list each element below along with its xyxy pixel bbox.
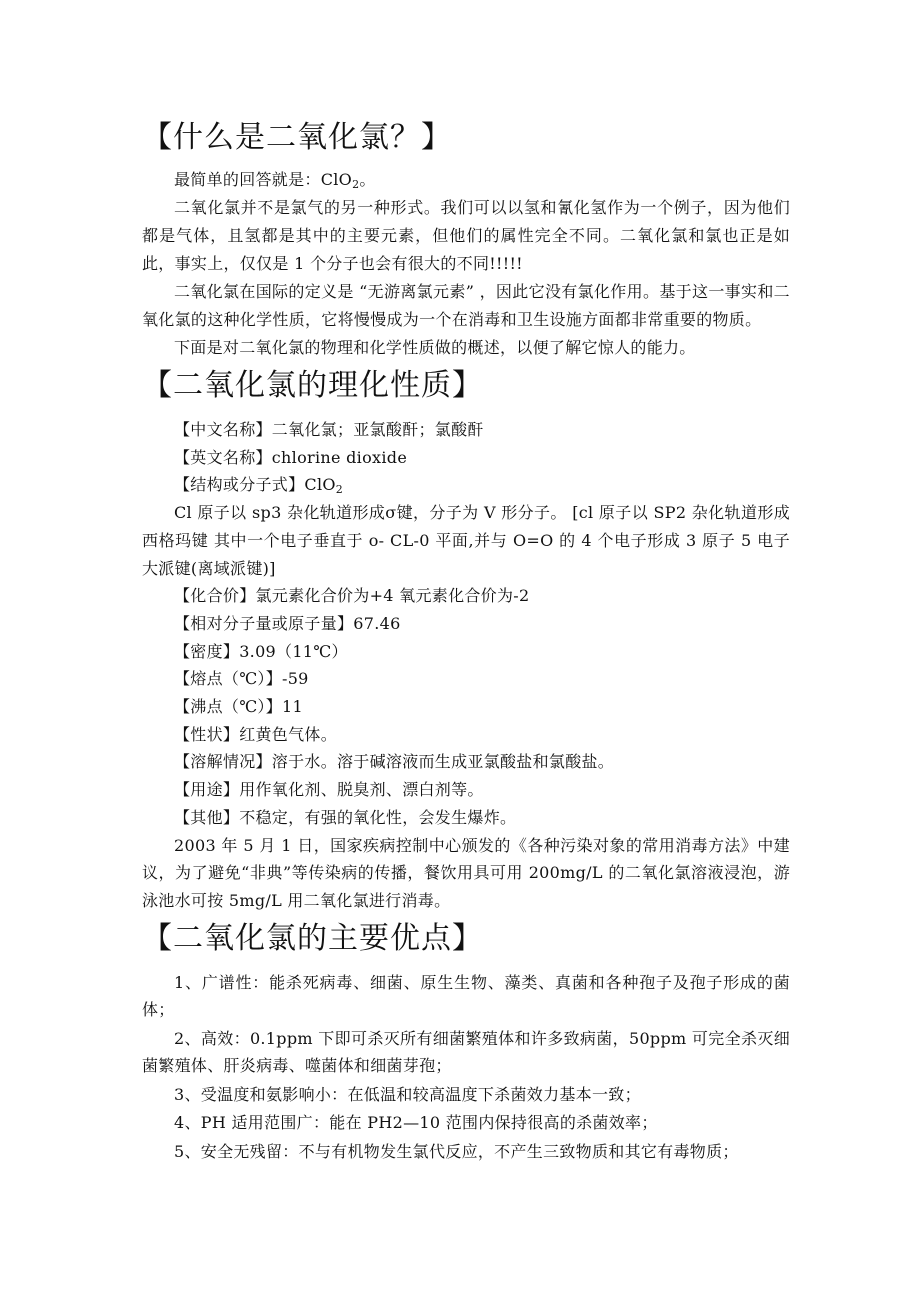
document-page: [142, 118, 790, 1166]
formula-label: 【结构或分子式】ClO: [174, 475, 336, 495]
chinese-name-row: 【中文名称】二氧化氯；亚氯酸酐；氯酸酐: [174, 420, 484, 439]
other-row: 【其他】不稳定，有强的氧化性，会发生爆炸。: [174, 807, 517, 827]
uses-row: 【用途】用作氧化剂、脱臭剂、漂白剂等。: [174, 780, 484, 800]
properties-section: [142, 416, 790, 915]
short-answer-text: 最简单的回答就是：ClO: [174, 170, 353, 189]
heading-advantages: 【二氧化氯的主要优点】: [142, 920, 483, 956]
melting-point-row: 【熔点（℃）】-59: [174, 669, 309, 689]
advantage-item: 2、高效：0.1ppm 下即可杀灭所有细菌繁殖体和许多致病菌，50ppm 可完全杀灭细菌繁殖体、肝炎病毒、噬菌体和细菌芽孢；: [142, 1028, 790, 1076]
overview-paragraph: 下面是对二氧化氯的物理和化学性质做的概述，以便了解它惊人的能力。: [174, 338, 696, 357]
valence-row: 【化合价】氯元素化合价为+4 氧元素化合价为-2: [174, 586, 530, 606]
advantages-section: [142, 969, 790, 1166]
advantage-item: 5、安全无残留：不与有机物发生氯代反应，不产生三致物质和其它有毒物质；: [174, 1141, 739, 1161]
formula-subscript: 2: [335, 483, 344, 497]
disinfection-note-paragraph: 2003 年 5 月 1 日，国家疾病控制中心颁发的《各种污染对象的常用消毒方法》中建议，为了避免“非典”等传染病的传播，餐饮用具可用 200mg/L 的二氧化氯溶液浸泡，游泳池水可按 5mg/L 用二氧化氯进行消毒。: [142, 835, 790, 910]
density-row: 【密度】3.09（11℃）: [174, 641, 348, 661]
molecular-weight-row: 【相对分子量或原子量】67.46: [174, 613, 401, 633]
heading-properties: 【二氧化氯的理化性质】: [142, 368, 483, 403]
short-answer-paragraph: [142, 166, 790, 194]
formula-row: [142, 471, 790, 499]
advantage-item: 4、PH 适用范围广：能在 PH2—10 范围内保持很高的杀菌效率；: [174, 1113, 658, 1133]
appearance-row: 【性状】红黄色气体。: [174, 724, 338, 744]
solubility-row: 【溶解情况】溶于水。溶于碱溶液而生成亚氯酸盐和氯酸盐。: [174, 752, 615, 772]
formula-subscript: 2: [352, 178, 360, 191]
boiling-point-row: 【沸点（℃）】11: [174, 697, 303, 717]
structure-paragraph: Cl 原子以 sp3 杂化轨道形成σ键，分子为 V 形分子。 [cl 原子以 SP2 杂化轨道形成西格玛键 其中一个电子垂直于 o- CL-0 平面,并与 O=O 的 4 个电子形成 3 原子 5 电子 大派键(离域派键)]: [142, 503, 790, 578]
short-answer-end: 。: [359, 170, 376, 189]
intro-section: [142, 166, 790, 362]
english-name-row: 【英文名称】chlorine dioxide: [174, 447, 408, 467]
advantage-item: 1、广谱性：能杀死病毒、细菌、原生生物、藻类、真菌和各种孢子及孢子形成的菌体；: [142, 972, 790, 1020]
comparison-paragraph: 二氧化氯并不是氯气的另一种形式。我们可以以氢和氰化氢作为一个例子，因为他们都是气体，且氢都是其中的主要元素，但他们的属性完全不同。二氧化氯和氯也正是如此，事实上，仅仅是 1 个分子也会有很大的不同!!!!!: [142, 198, 790, 273]
heading-what-is-chlorine-dioxide: 【什么是二氧化氯？】: [142, 120, 452, 155]
definition-paragraph: 二氧化氯在国际的定义是 “无游离氯元素” ，因此它没有氯化作用。基于这一事实和二氧化氯的这种化学性质，它将慢慢成为一个在消毒和卫生设施方面都非常重要的物质。: [142, 282, 790, 329]
advantage-item: 3、受温度和氨影响小：在低温和较高温度下杀菌效力基本一致；: [174, 1084, 641, 1104]
